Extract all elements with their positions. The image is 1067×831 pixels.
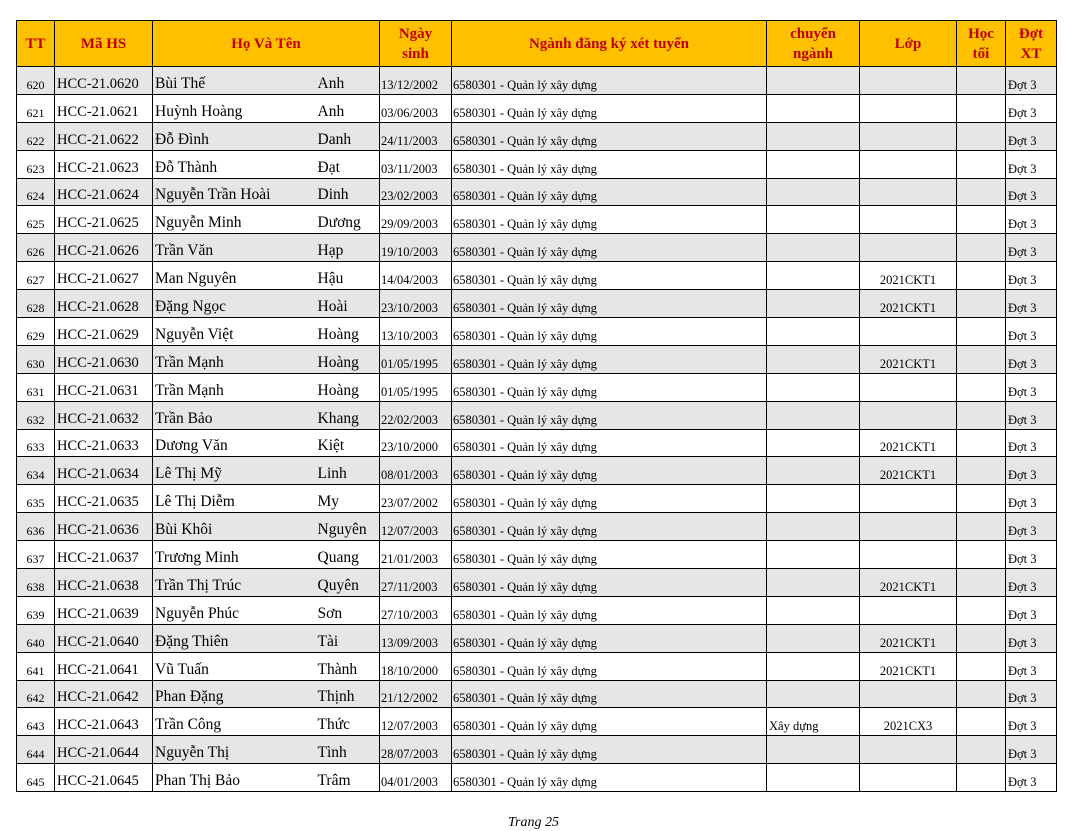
cell-hoc-toi — [957, 764, 1006, 792]
cell-ma-hs: HCC-21.0620 — [55, 67, 153, 95]
cell-dot-xt: Đợt 3 — [1006, 178, 1057, 206]
cell-chuyen-nganh — [767, 318, 860, 346]
cell-lop — [860, 94, 957, 122]
cell-nganh: 6580301 - Quản lý xây dựng — [452, 206, 767, 234]
cell-nganh: 6580301 - Quản lý xây dựng — [452, 401, 767, 429]
cell-dot-xt: Đợt 3 — [1006, 736, 1057, 764]
cell-ngay-sinh: 01/05/1995 — [380, 373, 452, 401]
cell-ngay-sinh: 12/07/2003 — [380, 513, 452, 541]
cell-tt: 632 — [17, 401, 55, 429]
cell-lop: 2021CKT1 — [860, 457, 957, 485]
table-body — [17, 67, 1057, 792]
cell-dot-xt: Đợt 3 — [1006, 457, 1057, 485]
cell-hoc-toi — [957, 178, 1006, 206]
cell-ten: Anh — [315, 94, 380, 122]
cell-ho: Lê Thị Diễm — [153, 485, 315, 513]
cell-lop: 2021CX3 — [860, 708, 957, 736]
cell-ho: Phan Thị Bảo — [153, 764, 315, 792]
cell-chuyen-nganh — [767, 513, 860, 541]
cell-tt: 621 — [17, 94, 55, 122]
cell-ten: Hoàng — [315, 373, 380, 401]
cell-ten: Thịnh — [315, 680, 380, 708]
header-lop: Lớp — [860, 21, 957, 67]
cell-chuyen-nganh — [767, 485, 860, 513]
cell-ngay-sinh: 13/09/2003 — [380, 624, 452, 652]
cell-ten: Quang — [315, 541, 380, 569]
table-row — [17, 764, 1057, 792]
cell-ten: Hoàng — [315, 318, 380, 346]
cell-ma-hs: HCC-21.0641 — [55, 652, 153, 680]
cell-lop — [860, 178, 957, 206]
cell-ten: Nguyên — [315, 513, 380, 541]
cell-hoc-toi — [957, 736, 1006, 764]
cell-chuyen-nganh — [767, 262, 860, 290]
cell-ngay-sinh: 23/02/2003 — [380, 178, 452, 206]
cell-ho: Huỳnh Hoàng — [153, 94, 315, 122]
table-row — [17, 429, 1057, 457]
cell-ten: Quyên — [315, 569, 380, 597]
cell-tt: 642 — [17, 680, 55, 708]
cell-hoc-toi — [957, 345, 1006, 373]
cell-chuyen-nganh — [767, 569, 860, 597]
student-list-table — [16, 20, 1057, 792]
cell-tt: 631 — [17, 373, 55, 401]
cell-hoc-toi — [957, 290, 1006, 318]
cell-ten: Hậu — [315, 262, 380, 290]
table-row — [17, 401, 1057, 429]
cell-ho: Trần Bảo — [153, 401, 315, 429]
cell-tt: 629 — [17, 318, 55, 346]
cell-ho: Đặng Ngọc — [153, 290, 315, 318]
header-tt: TT — [17, 21, 55, 67]
cell-ma-hs: HCC-21.0635 — [55, 485, 153, 513]
cell-nganh: 6580301 - Quản lý xây dựng — [452, 122, 767, 150]
table-row — [17, 457, 1057, 485]
cell-lop — [860, 150, 957, 178]
cell-ma-hs: HCC-21.0643 — [55, 708, 153, 736]
cell-dot-xt: Đợt 3 — [1006, 569, 1057, 597]
page-number: Trang 25 — [508, 815, 559, 830]
cell-ngay-sinh: 18/10/2000 — [380, 652, 452, 680]
table-row — [17, 262, 1057, 290]
cell-ho: Vũ Tuấn — [153, 652, 315, 680]
cell-ho: Trần Thị Trúc — [153, 569, 315, 597]
table-row — [17, 234, 1057, 262]
table-row — [17, 67, 1057, 95]
cell-chuyen-nganh — [767, 596, 860, 624]
cell-ma-hs: HCC-21.0639 — [55, 596, 153, 624]
cell-ho: Nguyễn Thị — [153, 736, 315, 764]
cell-chuyen-nganh — [767, 680, 860, 708]
cell-chuyen-nganh — [767, 345, 860, 373]
cell-dot-xt: Đợt 3 — [1006, 764, 1057, 792]
table-row — [17, 150, 1057, 178]
table-row — [17, 624, 1057, 652]
cell-ma-hs: HCC-21.0632 — [55, 401, 153, 429]
cell-tt: 626 — [17, 234, 55, 262]
cell-ngay-sinh: 13/12/2002 — [380, 67, 452, 95]
table-row — [17, 94, 1057, 122]
header-ngay-sinh: Ngày sinh — [380, 21, 452, 67]
cell-hoc-toi — [957, 485, 1006, 513]
cell-nganh: 6580301 - Quản lý xây dựng — [452, 624, 767, 652]
cell-ma-hs: HCC-21.0640 — [55, 624, 153, 652]
cell-chuyen-nganh — [767, 150, 860, 178]
cell-nganh: 6580301 - Quản lý xây dựng — [452, 764, 767, 792]
cell-ngay-sinh: 24/11/2003 — [380, 122, 452, 150]
cell-lop — [860, 680, 957, 708]
cell-ngay-sinh: 23/07/2002 — [380, 485, 452, 513]
cell-ten: Kiệt — [315, 429, 380, 457]
cell-chuyen-nganh: Xây dựng — [767, 708, 860, 736]
cell-ten: Thành — [315, 652, 380, 680]
cell-ten: Dương — [315, 206, 380, 234]
cell-ten: Đạt — [315, 150, 380, 178]
cell-ma-hs: HCC-21.0633 — [55, 429, 153, 457]
cell-ngay-sinh: 22/02/2003 — [380, 401, 452, 429]
cell-ngay-sinh: 27/11/2003 — [380, 569, 452, 597]
cell-ngay-sinh: 04/01/2003 — [380, 764, 452, 792]
cell-hoc-toi — [957, 596, 1006, 624]
cell-dot-xt: Đợt 3 — [1006, 680, 1057, 708]
cell-hoc-toi — [957, 318, 1006, 346]
cell-lop — [860, 234, 957, 262]
header-ma-hs: Mã HS — [55, 21, 153, 67]
cell-ma-hs: HCC-21.0626 — [55, 234, 153, 262]
cell-hoc-toi — [957, 708, 1006, 736]
cell-hoc-toi — [957, 401, 1006, 429]
table-row — [17, 652, 1057, 680]
cell-hoc-toi — [957, 680, 1006, 708]
cell-ngay-sinh: 01/05/1995 — [380, 345, 452, 373]
cell-dot-xt: Đợt 3 — [1006, 513, 1057, 541]
cell-nganh: 6580301 - Quản lý xây dựng — [452, 67, 767, 95]
table-row — [17, 596, 1057, 624]
cell-ten: Hoài — [315, 290, 380, 318]
table-row — [17, 513, 1057, 541]
cell-dot-xt: Đợt 3 — [1006, 234, 1057, 262]
cell-ho: Trần Mạnh — [153, 373, 315, 401]
cell-lop — [860, 373, 957, 401]
cell-ma-hs: HCC-21.0621 — [55, 94, 153, 122]
cell-dot-xt: Đợt 3 — [1006, 541, 1057, 569]
cell-nganh: 6580301 - Quản lý xây dựng — [452, 541, 767, 569]
cell-ngay-sinh: 12/07/2003 — [380, 708, 452, 736]
cell-chuyen-nganh — [767, 122, 860, 150]
cell-tt: 620 — [17, 67, 55, 95]
cell-tt: 627 — [17, 262, 55, 290]
cell-lop — [860, 736, 957, 764]
cell-ho: Man Nguyên — [153, 262, 315, 290]
cell-dot-xt: Đợt 3 — [1006, 429, 1057, 457]
cell-lop: 2021CKT1 — [860, 345, 957, 373]
cell-tt: 640 — [17, 624, 55, 652]
table-row — [17, 485, 1057, 513]
table-row — [17, 290, 1057, 318]
cell-ten: Hoàng — [315, 345, 380, 373]
cell-ngay-sinh: 23/10/2000 — [380, 429, 452, 457]
cell-hoc-toi — [957, 373, 1006, 401]
cell-ma-hs: HCC-21.0638 — [55, 569, 153, 597]
cell-dot-xt: Đợt 3 — [1006, 150, 1057, 178]
cell-ten: Sơn — [315, 596, 380, 624]
cell-ho: Phan Đặng — [153, 680, 315, 708]
table-row — [17, 680, 1057, 708]
cell-dot-xt: Đợt 3 — [1006, 485, 1057, 513]
cell-tt: 645 — [17, 764, 55, 792]
cell-ho: Trần Văn — [153, 234, 315, 262]
cell-ma-hs: HCC-21.0634 — [55, 457, 153, 485]
cell-hoc-toi — [957, 624, 1006, 652]
cell-ten: Tình — [315, 736, 380, 764]
cell-nganh: 6580301 - Quản lý xây dựng — [452, 373, 767, 401]
cell-dot-xt: Đợt 3 — [1006, 708, 1057, 736]
cell-ho: Trần Công — [153, 708, 315, 736]
cell-nganh: 6580301 - Quản lý xây dựng — [452, 457, 767, 485]
cell-chuyen-nganh — [767, 373, 860, 401]
cell-ho: Đỗ Thành — [153, 150, 315, 178]
cell-hoc-toi — [957, 457, 1006, 485]
cell-nganh: 6580301 - Quản lý xây dựng — [452, 596, 767, 624]
cell-ma-hs: HCC-21.0644 — [55, 736, 153, 764]
cell-nganh: 6580301 - Quản lý xây dựng — [452, 569, 767, 597]
cell-lop — [860, 318, 957, 346]
cell-nganh: 6580301 - Quản lý xây dựng — [452, 708, 767, 736]
cell-ma-hs: HCC-21.0630 — [55, 345, 153, 373]
cell-ma-hs: HCC-21.0627 — [55, 262, 153, 290]
cell-ngay-sinh: 03/11/2003 — [380, 150, 452, 178]
cell-chuyen-nganh — [767, 206, 860, 234]
cell-chuyen-nganh — [767, 457, 860, 485]
table-row — [17, 206, 1057, 234]
cell-lop: 2021CKT1 — [860, 652, 957, 680]
cell-dot-xt: Đợt 3 — [1006, 345, 1057, 373]
cell-lop — [860, 596, 957, 624]
cell-dot-xt: Đợt 3 — [1006, 122, 1057, 150]
cell-ngay-sinh: 29/09/2003 — [380, 206, 452, 234]
cell-ten: Khang — [315, 401, 380, 429]
cell-lop: 2021CKT1 — [860, 290, 957, 318]
cell-nganh: 6580301 - Quản lý xây dựng — [452, 429, 767, 457]
cell-ho: Nguyễn Minh — [153, 206, 315, 234]
cell-chuyen-nganh — [767, 764, 860, 792]
table-header-row — [17, 21, 1057, 67]
cell-ho: Trương Minh — [153, 541, 315, 569]
cell-ngay-sinh: 19/10/2003 — [380, 234, 452, 262]
cell-chuyen-nganh — [767, 736, 860, 764]
cell-ho: Bùi Khôi — [153, 513, 315, 541]
cell-hoc-toi — [957, 262, 1006, 290]
cell-ma-hs: HCC-21.0623 — [55, 150, 153, 178]
cell-nganh: 6580301 - Quản lý xây dựng — [452, 318, 767, 346]
cell-ngay-sinh: 13/10/2003 — [380, 318, 452, 346]
cell-lop: 2021CKT1 — [860, 429, 957, 457]
cell-ten: My — [315, 485, 380, 513]
cell-ma-hs: HCC-21.0622 — [55, 122, 153, 150]
cell-hoc-toi — [957, 429, 1006, 457]
cell-lop — [860, 206, 957, 234]
cell-ten: Danh — [315, 122, 380, 150]
table-row — [17, 708, 1057, 736]
cell-tt: 638 — [17, 569, 55, 597]
cell-ma-hs: HCC-21.0642 — [55, 680, 153, 708]
cell-chuyen-nganh — [767, 652, 860, 680]
cell-chuyen-nganh — [767, 541, 860, 569]
cell-dot-xt: Đợt 3 — [1006, 262, 1057, 290]
cell-ma-hs: HCC-21.0631 — [55, 373, 153, 401]
cell-ho: Đặng Thiên — [153, 624, 315, 652]
cell-ma-hs: HCC-21.0645 — [55, 764, 153, 792]
cell-tt: 630 — [17, 345, 55, 373]
cell-dot-xt: Đợt 3 — [1006, 624, 1057, 652]
cell-ngay-sinh: 28/07/2003 — [380, 736, 452, 764]
cell-nganh: 6580301 - Quản lý xây dựng — [452, 290, 767, 318]
cell-chuyen-nganh — [767, 401, 860, 429]
cell-hoc-toi — [957, 234, 1006, 262]
cell-tt: 633 — [17, 429, 55, 457]
header-hoc-toi: Học tối — [957, 21, 1006, 67]
cell-ho: Nguyễn Việt — [153, 318, 315, 346]
cell-lop: 2021CKT1 — [860, 262, 957, 290]
cell-dot-xt: Đợt 3 — [1006, 290, 1057, 318]
cell-ma-hs: HCC-21.0636 — [55, 513, 153, 541]
cell-lop: 2021CKT1 — [860, 569, 957, 597]
table-row — [17, 318, 1057, 346]
cell-nganh: 6580301 - Quản lý xây dựng — [452, 736, 767, 764]
cell-hoc-toi — [957, 206, 1006, 234]
cell-hoc-toi — [957, 541, 1006, 569]
cell-ho: Dương Văn — [153, 429, 315, 457]
cell-ho: Bùi Thế — [153, 67, 315, 95]
cell-dot-xt: Đợt 3 — [1006, 318, 1057, 346]
cell-lop — [860, 513, 957, 541]
table-row — [17, 736, 1057, 764]
cell-ho: Đỗ Đình — [153, 122, 315, 150]
cell-ngay-sinh: 23/10/2003 — [380, 290, 452, 318]
cell-nganh: 6580301 - Quản lý xây dựng — [452, 485, 767, 513]
header-ho-va-ten: Họ Và Tên — [153, 21, 380, 67]
cell-lop — [860, 401, 957, 429]
cell-tt: 635 — [17, 485, 55, 513]
header-chuyen-nganh: chuyển ngành — [767, 21, 860, 67]
cell-hoc-toi — [957, 150, 1006, 178]
cell-dot-xt: Đợt 3 — [1006, 652, 1057, 680]
cell-tt: 628 — [17, 290, 55, 318]
table-row — [17, 178, 1057, 206]
cell-hoc-toi — [957, 513, 1006, 541]
table-row — [17, 569, 1057, 597]
cell-ma-hs: HCC-21.0629 — [55, 318, 153, 346]
cell-ho: Nguyễn Trần Hoài — [153, 178, 315, 206]
cell-ma-hs: HCC-21.0637 — [55, 541, 153, 569]
cell-ten: Anh — [315, 67, 380, 95]
cell-nganh: 6580301 - Quản lý xây dựng — [452, 345, 767, 373]
cell-ngay-sinh: 27/10/2003 — [380, 596, 452, 624]
cell-lop — [860, 122, 957, 150]
cell-nganh: 6580301 - Quản lý xây dựng — [452, 178, 767, 206]
cell-dot-xt: Đợt 3 — [1006, 67, 1057, 95]
cell-chuyen-nganh — [767, 67, 860, 95]
cell-chuyen-nganh — [767, 234, 860, 262]
cell-nganh: 6580301 - Quản lý xây dựng — [452, 94, 767, 122]
cell-nganh: 6580301 - Quản lý xây dựng — [452, 513, 767, 541]
cell-lop: 2021CKT1 — [860, 624, 957, 652]
cell-ma-hs: HCC-21.0628 — [55, 290, 153, 318]
cell-nganh: 6580301 - Quản lý xây dựng — [452, 150, 767, 178]
cell-ten: Hạp — [315, 234, 380, 262]
cell-lop — [860, 541, 957, 569]
header-dot-xt: Đợt XT — [1006, 21, 1057, 67]
cell-tt: 634 — [17, 457, 55, 485]
cell-nganh: 6580301 - Quản lý xây dựng — [452, 234, 767, 262]
cell-tt: 636 — [17, 513, 55, 541]
cell-chuyen-nganh — [767, 290, 860, 318]
cell-ten: Dinh — [315, 178, 380, 206]
cell-ho: Trần Mạnh — [153, 345, 315, 373]
cell-ho: Lê Thị Mỹ — [153, 457, 315, 485]
cell-ma-hs: HCC-21.0625 — [55, 206, 153, 234]
cell-chuyen-nganh — [767, 94, 860, 122]
cell-chuyen-nganh — [767, 429, 860, 457]
header-nganh: Ngành đăng ký xét tuyển — [452, 21, 767, 67]
cell-dot-xt: Đợt 3 — [1006, 206, 1057, 234]
cell-tt: 637 — [17, 541, 55, 569]
table-row — [17, 122, 1057, 150]
cell-dot-xt: Đợt 3 — [1006, 373, 1057, 401]
cell-dot-xt: Đợt 3 — [1006, 94, 1057, 122]
cell-hoc-toi — [957, 569, 1006, 597]
cell-ngay-sinh: 21/01/2003 — [380, 541, 452, 569]
cell-ten: Thức — [315, 708, 380, 736]
table-row — [17, 541, 1057, 569]
cell-tt: 641 — [17, 652, 55, 680]
cell-tt: 622 — [17, 122, 55, 150]
cell-nganh: 6580301 - Quản lý xây dựng — [452, 262, 767, 290]
table-row — [17, 373, 1057, 401]
cell-ten: Linh — [315, 457, 380, 485]
cell-tt: 644 — [17, 736, 55, 764]
cell-lop — [860, 485, 957, 513]
cell-tt: 623 — [17, 150, 55, 178]
table-row — [17, 345, 1057, 373]
cell-chuyen-nganh — [767, 178, 860, 206]
cell-ten: Tài — [315, 624, 380, 652]
cell-hoc-toi — [957, 67, 1006, 95]
cell-ho: Nguyễn Phúc — [153, 596, 315, 624]
cell-hoc-toi — [957, 94, 1006, 122]
cell-hoc-toi — [957, 122, 1006, 150]
cell-tt: 639 — [17, 596, 55, 624]
cell-ngay-sinh: 08/01/2003 — [380, 457, 452, 485]
cell-hoc-toi — [957, 652, 1006, 680]
cell-nganh: 6580301 - Quản lý xây dựng — [452, 680, 767, 708]
cell-lop — [860, 764, 957, 792]
cell-ngay-sinh: 21/12/2002 — [380, 680, 452, 708]
cell-lop — [860, 67, 957, 95]
cell-dot-xt: Đợt 3 — [1006, 401, 1057, 429]
cell-dot-xt: Đợt 3 — [1006, 596, 1057, 624]
cell-tt: 625 — [17, 206, 55, 234]
cell-ten: Trâm — [315, 764, 380, 792]
cell-chuyen-nganh — [767, 624, 860, 652]
cell-ma-hs: HCC-21.0624 — [55, 178, 153, 206]
cell-ngay-sinh: 14/04/2003 — [380, 262, 452, 290]
cell-ngay-sinh: 03/06/2003 — [380, 94, 452, 122]
cell-nganh: 6580301 - Quản lý xây dựng — [452, 652, 767, 680]
cell-tt: 624 — [17, 178, 55, 206]
cell-tt: 643 — [17, 708, 55, 736]
